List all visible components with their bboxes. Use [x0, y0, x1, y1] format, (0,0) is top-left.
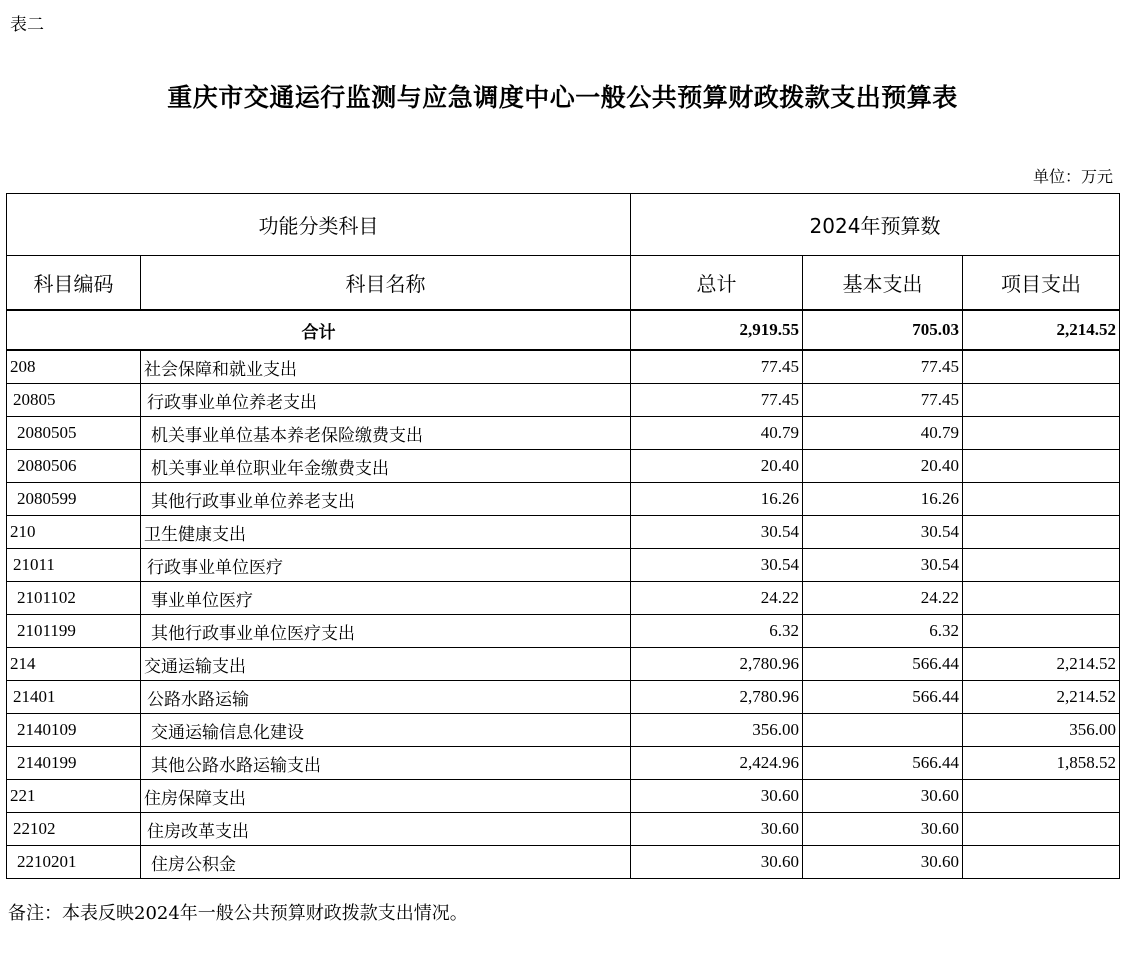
- table-row: [7, 846, 1120, 879]
- row-name: 其他行政事业单位养老支出: [141, 483, 631, 516]
- row-name: 交通运输信息化建设: [141, 714, 631, 747]
- header-name: 科目名称: [141, 256, 631, 311]
- row-project: [963, 450, 1120, 483]
- row-code: 2101102: [7, 582, 141, 615]
- row-basic: 30.60: [803, 846, 963, 879]
- page-title: 重庆市交通运行监测与应急调度中心一般公共预算财政拨款支出预算表: [167, 83, 958, 112]
- row-code: 21401: [7, 681, 141, 714]
- header-row-columns: [7, 256, 1120, 311]
- row-basic: 566.44: [803, 681, 963, 714]
- table-row: [7, 582, 1120, 615]
- total-label: 合计: [7, 310, 631, 350]
- table-row: [7, 483, 1120, 516]
- row-basic: [803, 714, 963, 747]
- row-basic: 6.32: [803, 615, 963, 648]
- row-basic: 30.60: [803, 813, 963, 846]
- row-basic: 40.79: [803, 417, 963, 450]
- row-project: [963, 813, 1120, 846]
- unit-label: 单位：万元: [1032, 167, 1113, 186]
- table-row: [7, 747, 1120, 780]
- row-project: [963, 516, 1120, 549]
- header-code: 科目编码: [7, 256, 141, 311]
- row-code: 22102: [7, 813, 141, 846]
- row-project: [963, 846, 1120, 879]
- row-basic: 16.26: [803, 483, 963, 516]
- row-total: 40.79: [631, 417, 803, 450]
- header-functional-classification: 功能分类科目: [7, 194, 631, 256]
- row-project: [963, 483, 1120, 516]
- row-project: [963, 417, 1120, 450]
- header-basic: 基本支出: [803, 256, 963, 311]
- footnote: 备注：本表反映2024年一般公共预算财政拨款支出情况。: [8, 903, 468, 924]
- row-name: 行政事业单位医疗: [141, 549, 631, 582]
- table-row: [7, 417, 1120, 450]
- row-name: 住房改革支出: [141, 813, 631, 846]
- row-project: [963, 615, 1120, 648]
- row-code: 2101199: [7, 615, 141, 648]
- row-basic: 30.54: [803, 549, 963, 582]
- row-total: 2,780.96: [631, 648, 803, 681]
- row-total: 2,424.96: [631, 747, 803, 780]
- row-code: 214: [7, 648, 141, 681]
- row-name: 公路水路运输: [141, 681, 631, 714]
- row-total: 2,780.96: [631, 681, 803, 714]
- row-name: 住房公积金: [141, 846, 631, 879]
- row-basic: 566.44: [803, 648, 963, 681]
- corner-label: 表二: [10, 15, 44, 35]
- row-total: 30.54: [631, 516, 803, 549]
- header-project: 项目支出: [963, 256, 1120, 311]
- budget-table: [6, 193, 1120, 879]
- total-row: [7, 310, 1120, 350]
- row-name: 机关事业单位职业年金缴费支出: [141, 450, 631, 483]
- row-code: 210: [7, 516, 141, 549]
- row-total: 24.22: [631, 582, 803, 615]
- table-row: [7, 516, 1120, 549]
- row-code: 208: [7, 350, 141, 384]
- row-basic: 24.22: [803, 582, 963, 615]
- row-project: 2,214.52: [963, 648, 1120, 681]
- row-project: [963, 350, 1120, 384]
- row-total: 6.32: [631, 615, 803, 648]
- row-total: 30.60: [631, 780, 803, 813]
- row-total: 356.00: [631, 714, 803, 747]
- row-project: 2,214.52: [963, 681, 1120, 714]
- table-row: [7, 450, 1120, 483]
- row-project: [963, 549, 1120, 582]
- row-project: 356.00: [963, 714, 1120, 747]
- row-basic: 30.54: [803, 516, 963, 549]
- row-project: [963, 582, 1120, 615]
- header-budget-year: 2024年预算数: [631, 194, 1120, 256]
- table-row: [7, 384, 1120, 417]
- row-basic: 566.44: [803, 747, 963, 780]
- row-code: 2080505: [7, 417, 141, 450]
- row-code: 21011: [7, 549, 141, 582]
- table-row: [7, 648, 1120, 681]
- total-basic: 705.03: [803, 310, 963, 350]
- row-total: 77.45: [631, 384, 803, 417]
- row-name: 卫生健康支出: [141, 516, 631, 549]
- row-code: 221: [7, 780, 141, 813]
- total-sum: 2,919.55: [631, 310, 803, 350]
- row-basic: 77.45: [803, 350, 963, 384]
- table-row: [7, 549, 1120, 582]
- row-basic: 20.40: [803, 450, 963, 483]
- row-name: 社会保障和就业支出: [141, 350, 631, 384]
- row-total: 77.45: [631, 350, 803, 384]
- table-row: [7, 780, 1120, 813]
- row-name: 交通运输支出: [141, 648, 631, 681]
- row-code: 2080599: [7, 483, 141, 516]
- row-code: 2140109: [7, 714, 141, 747]
- header-row-group: [7, 194, 1120, 256]
- row-total: 20.40: [631, 450, 803, 483]
- row-name: 住房保障支出: [141, 780, 631, 813]
- row-total: 30.60: [631, 846, 803, 879]
- header-total: 总计: [631, 256, 803, 311]
- table-row: [7, 813, 1120, 846]
- row-name: 其他公路水路运输支出: [141, 747, 631, 780]
- table-row: [7, 714, 1120, 747]
- row-project: 1,858.52: [963, 747, 1120, 780]
- row-name: 其他行政事业单位医疗支出: [141, 615, 631, 648]
- row-project: [963, 780, 1120, 813]
- row-total: 30.54: [631, 549, 803, 582]
- row-code: 20805: [7, 384, 141, 417]
- row-code: 2140199: [7, 747, 141, 780]
- row-code: 2080506: [7, 450, 141, 483]
- row-name: 机关事业单位基本养老保险缴费支出: [141, 417, 631, 450]
- table-row: [7, 681, 1120, 714]
- total-project: 2,214.52: [963, 310, 1120, 350]
- row-basic: 77.45: [803, 384, 963, 417]
- row-name: 事业单位医疗: [141, 582, 631, 615]
- table-row: [7, 615, 1120, 648]
- row-code: 2210201: [7, 846, 141, 879]
- table-row: [7, 350, 1120, 384]
- row-basic: 30.60: [803, 780, 963, 813]
- row-total: 16.26: [631, 483, 803, 516]
- row-project: [963, 384, 1120, 417]
- row-total: 30.60: [631, 813, 803, 846]
- row-name: 行政事业单位养老支出: [141, 384, 631, 417]
